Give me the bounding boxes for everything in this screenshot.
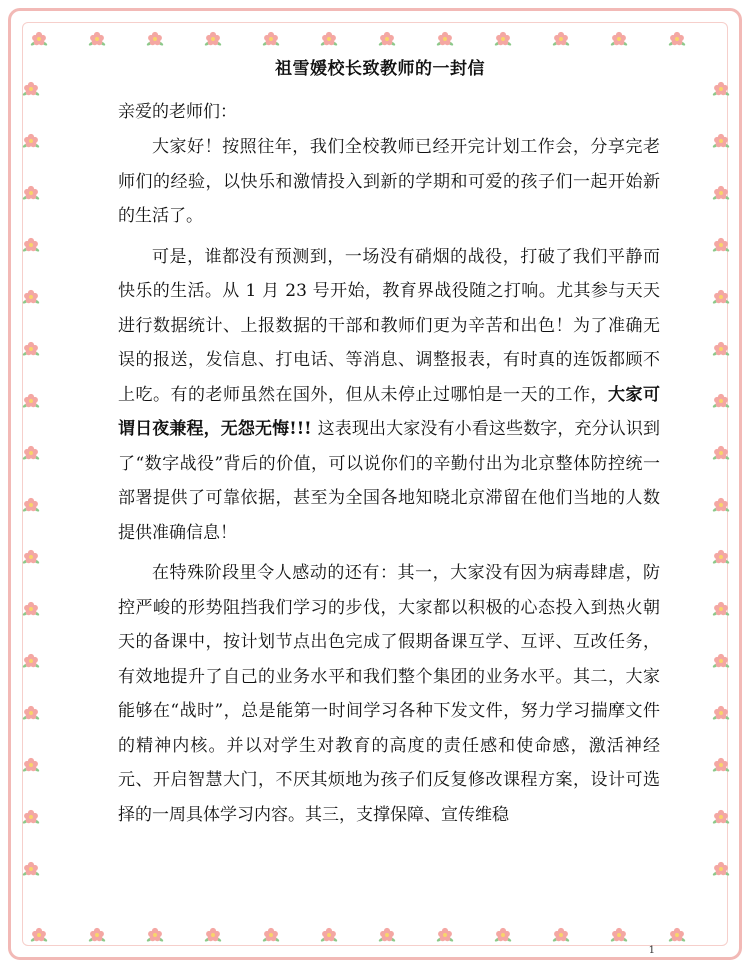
flower-icon [712, 548, 730, 566]
paragraph-text: 在特殊阶段里令人感动的还有：其一，大家没有因为病毒肆虐，防控严峻的形势阻挡我们学习的步伐，大家都以积极的心态投入到热火朝天的备课中，按计划节点出色完成了假期备课互学、互评、互改任务，有效地提升了自己的业务水平和我们整个集团的业务水平。其二，大家能够在“战时”，总是能第一时间学习各种下发文件，努力学习揣摩文件的精神内核。并以对学生对教育的高度的责任感和使命感，激活神经元、开启智慧大门，不厌其烦地为孩子们反复修改课程方案，设计可选择的一周具体学习内容。其三，支撑保障、宣传维稳 [118, 563, 660, 825]
flower-icon [22, 80, 40, 98]
flower-icon [712, 288, 730, 306]
flower-icon [712, 132, 730, 150]
flower-icon [146, 926, 164, 944]
flower-icon [712, 496, 730, 514]
flower-icon [22, 340, 40, 358]
letter-content [100, 44, 660, 838]
flower-icon [712, 444, 730, 462]
paragraph-text: 这表现出大家没有小看这些数字，充分认识到了“数字战役”背后的价值，可以说你们的辛勤付出为北京整体防控统一部署提供了可靠依据，甚至为全国各地知晓北京滞留在他们当地的人数提供准确信息！ [118, 419, 661, 543]
flower-icon [552, 926, 570, 944]
flower-icon [30, 30, 48, 48]
emphasis-marks: !!! [289, 419, 318, 439]
flower-icon [320, 926, 338, 944]
flower-icon [712, 704, 730, 722]
flower-icon [22, 704, 40, 722]
flower-icon [22, 184, 40, 202]
flower-icon [494, 926, 512, 944]
flower-icon [22, 548, 40, 566]
flower-icon [668, 926, 686, 944]
paragraph-2 [118, 240, 660, 551]
flower-icon [30, 926, 48, 944]
flower-icon [436, 926, 454, 944]
flower-icon [22, 236, 40, 254]
flower-icon [22, 860, 40, 878]
flower-icon [610, 926, 628, 944]
flower-icon [712, 80, 730, 98]
flower-icon [712, 860, 730, 878]
flower-icon [22, 808, 40, 826]
flower-icon [22, 600, 40, 618]
emphasis-text: 大家可谓日夜兼程，无怨无悔 [118, 384, 660, 439]
flower-icon [712, 184, 730, 202]
flower-icon [22, 288, 40, 306]
flower-icon [712, 600, 730, 618]
flower-icon [712, 652, 730, 670]
flower-icon [22, 444, 40, 462]
page-number: 1 [648, 945, 655, 956]
flower-icon [712, 808, 730, 826]
flower-icon [22, 756, 40, 774]
flower-icon [712, 392, 730, 410]
flower-icon [262, 926, 280, 944]
flower-icon [712, 340, 730, 358]
paragraph-text: 大家好！按照往年，我们全校教师已经开完计划工作会，分享完老师们的经验，以快乐和激情投入到新的学期和可爱的孩子们一起开始新的生活了。 [118, 137, 660, 226]
flower-icon [22, 652, 40, 670]
letter-title: 祖雪媛校长致教师的一封信 [275, 59, 485, 79]
flower-icon [22, 132, 40, 150]
flower-icon [22, 392, 40, 410]
paragraph-3 [118, 556, 660, 832]
paragraph-1 [118, 130, 660, 234]
flower-icon [378, 926, 396, 944]
letter-greeting: 亲爱的老师们： [118, 102, 237, 122]
paragraph-text: 可是，谁都没有预测到，一场没有硝烟的战役，打破了我们平静而快乐的生活。从 1 月 23 号开始，教育界战役随之打响。尤其参与天天进行数据统计、上报数据的干部和教师们更为辛苦和出色！为了准确无误的报送，发信息、打电话、等消息、调整报表，有时真的连饭都顾不上吃。有的老师虽然在国外，但从未停止过哪怕是一天的工作， [118, 246, 660, 405]
flower-icon [712, 756, 730, 774]
flower-icon [22, 496, 40, 514]
flower-icon [668, 30, 686, 48]
flower-icon [712, 236, 730, 254]
flower-icon [204, 926, 222, 944]
flower-icon [88, 926, 106, 944]
